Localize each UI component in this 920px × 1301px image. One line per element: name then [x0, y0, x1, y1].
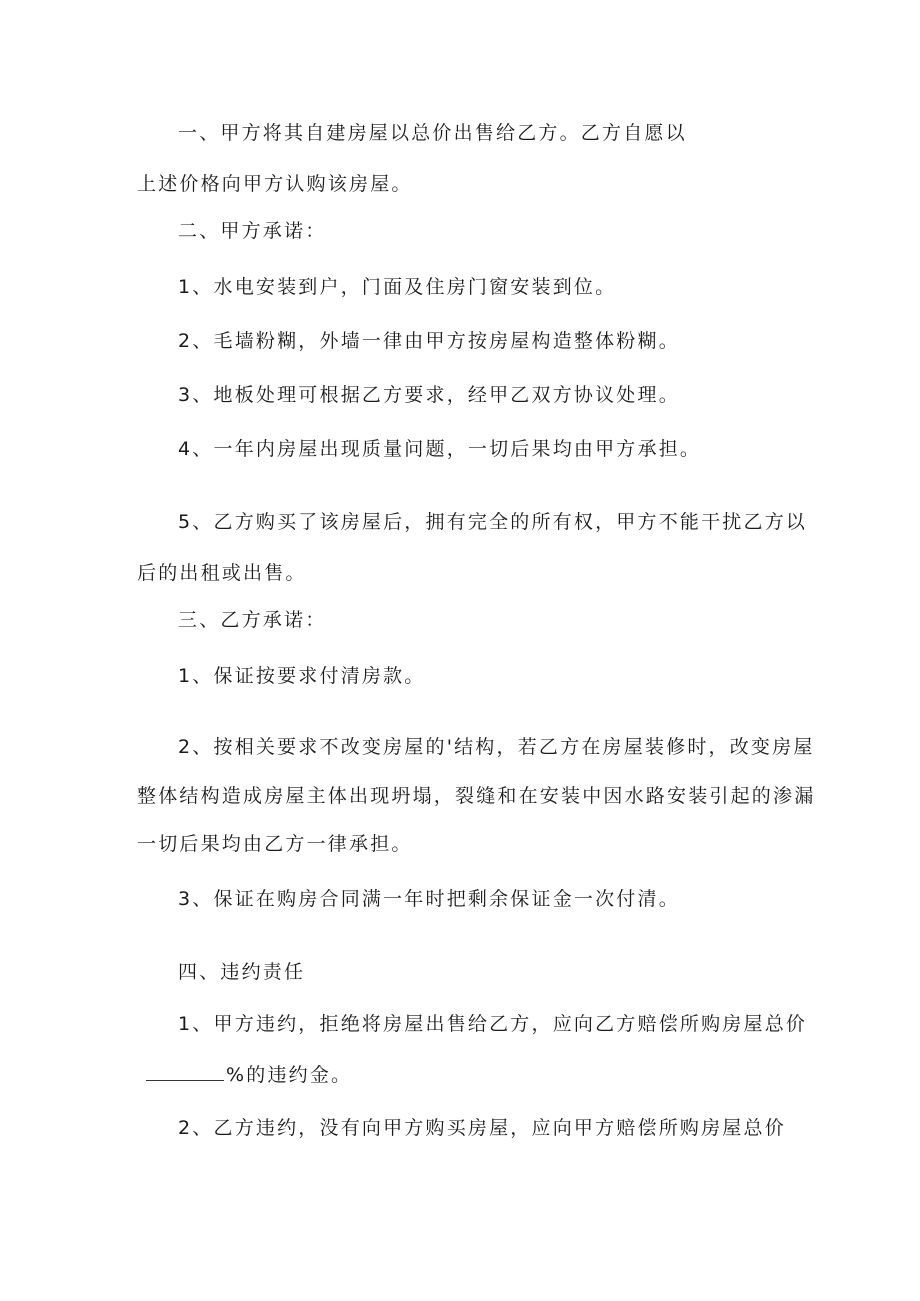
section-3-item-1: 1、保证按要求付清房款。 — [178, 665, 426, 687]
section-3-item-2-line-1: 2、按相关要求不改变房屋的'结构，若乙方在房屋装修时，改变房屋 — [178, 736, 815, 758]
section-2-item-3: 3、地板处理可根据乙方要求，经甲乙双方协议处理。 — [178, 384, 680, 406]
section-3-item-3: 3、保证在购房合同满一年时把剩余保证金一次付清。 — [178, 888, 680, 910]
section-4-item-1-line-2 — [146, 1063, 352, 1087]
section-3-item-2-line-2: 整体结构造成房屋主体出现坍塌，裂缝和在安装中因水路安装引起的渗漏 — [137, 785, 816, 807]
clause-1-line-2: 上述价格向甲方认购该房屋。 — [137, 173, 413, 195]
section-4-item-2-line-1: 2、乙方违约，没有向甲方购买房屋，应向甲方赔偿所购房屋总价 — [178, 1117, 786, 1139]
fill-in-blank — [146, 1064, 224, 1081]
section-3-item-2-line-3: 一切后果均由乙方一律承担。 — [137, 833, 413, 855]
clause-1-line-1: 一、甲方将其自建房屋以总价出售给乙方。乙方自愿以 — [178, 122, 687, 144]
section-2-item-5-line-2: 后的出租或出售。 — [137, 562, 307, 584]
section-4-item-1-line-1: 1、甲方违约，拒绝将房屋出售给乙方，应向乙方赔偿所购房屋总价 — [178, 1013, 808, 1035]
section-2-item-4: 4、一年内房屋出现质量问题，一切后果均由甲方承担。 — [178, 438, 702, 460]
section-2-heading: 二、甲方承诺： — [178, 220, 327, 242]
section-4-heading: 四、违约责任 — [178, 961, 306, 983]
section-3-heading: 三、乙方承诺： — [178, 609, 327, 631]
penalty-percent-text: %的违约金。 — [226, 1064, 353, 1086]
section-2-item-5-line-1: 5、乙方购买了该房屋后，拥有完全的所有权，甲方不能干扰乙方以 — [178, 511, 808, 533]
section-2-item-1: 1、水电安装到户，门面及住房门窗安装到位。 — [178, 276, 617, 298]
section-2-item-2: 2、毛墙粉糊，外墙一律由甲方按房屋构造整体粉糊。 — [178, 330, 680, 352]
